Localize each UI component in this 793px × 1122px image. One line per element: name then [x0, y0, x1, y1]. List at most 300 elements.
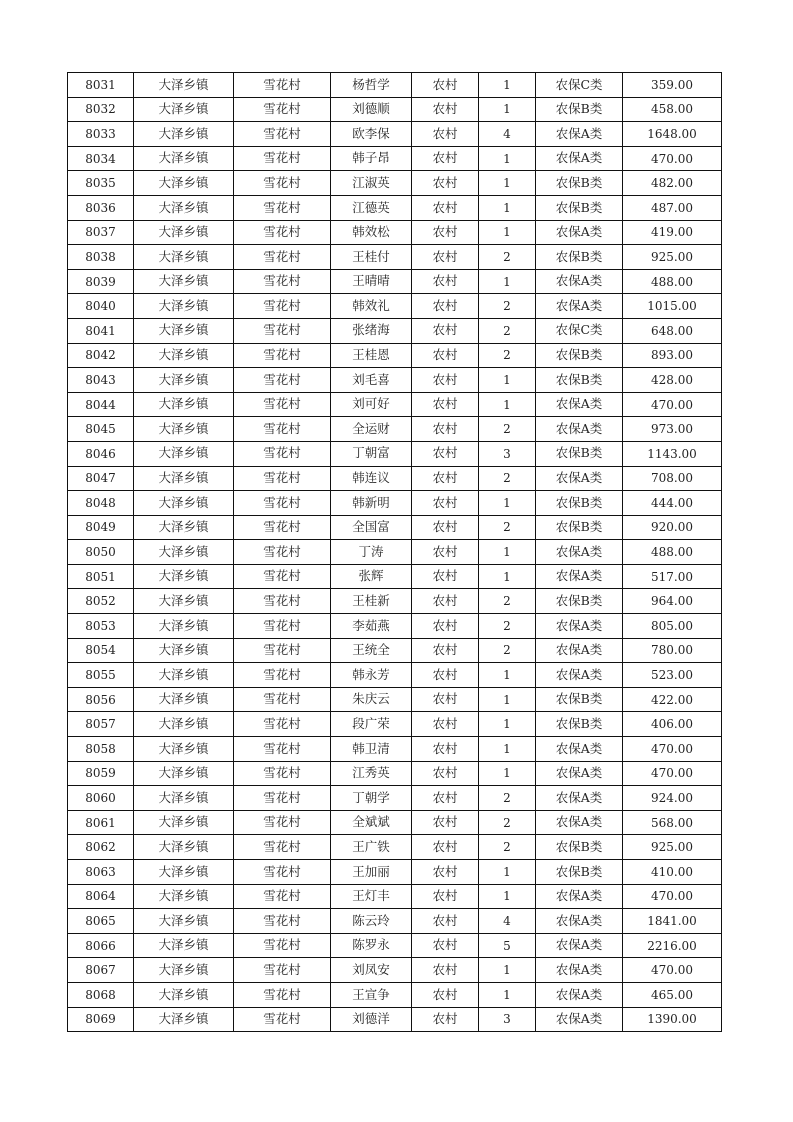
cell-family-size: 2 [479, 343, 536, 368]
cell-amount: 470.00 [623, 884, 722, 909]
cell-amount: 487.00 [623, 195, 722, 220]
cell-name: 朱庆云 [331, 687, 412, 712]
cell-household-type: 农村 [412, 958, 479, 983]
cell-name: 李茹燕 [331, 614, 412, 639]
cell-insurance-category: 农保B类 [536, 171, 623, 196]
cell-name: 刘可好 [331, 392, 412, 417]
cell-family-size: 1 [479, 663, 536, 688]
cell-village: 雪花村 [234, 663, 331, 688]
cell-family-size: 2 [479, 417, 536, 442]
cell-insurance-category: 农保B类 [536, 712, 623, 737]
table-row [68, 122, 722, 147]
cell-household-type: 农村 [412, 564, 479, 589]
cell-village: 雪花村 [234, 982, 331, 1007]
table-body [68, 73, 722, 1032]
cell-village: 雪花村 [234, 933, 331, 958]
cell-amount: 648.00 [623, 318, 722, 343]
cell-township: 大泽乡镇 [134, 392, 234, 417]
cell-name: 韩连议 [331, 466, 412, 491]
cell-village: 雪花村 [234, 269, 331, 294]
cell-row-id: 8035 [68, 171, 134, 196]
cell-name: 全运财 [331, 417, 412, 442]
cell-family-size: 2 [479, 589, 536, 614]
cell-family-size: 1 [479, 860, 536, 885]
cell-row-id: 8055 [68, 663, 134, 688]
cell-row-id: 8039 [68, 269, 134, 294]
cell-family-size: 1 [479, 269, 536, 294]
cell-name: 刘凤安 [331, 958, 412, 983]
cell-family-size: 1 [479, 392, 536, 417]
cell-township: 大泽乡镇 [134, 441, 234, 466]
cell-village: 雪花村 [234, 245, 331, 270]
cell-family-size: 1 [479, 761, 536, 786]
cell-row-id: 8056 [68, 687, 134, 712]
cell-amount: 419.00 [623, 220, 722, 245]
cell-amount: 523.00 [623, 663, 722, 688]
cell-insurance-category: 农保B类 [536, 515, 623, 540]
cell-insurance-category: 农保A类 [536, 909, 623, 934]
cell-insurance-category: 农保A类 [536, 614, 623, 639]
cell-village: 雪花村 [234, 540, 331, 565]
cell-township: 大泽乡镇 [134, 417, 234, 442]
cell-name: 刘毛喜 [331, 368, 412, 393]
cell-township: 大泽乡镇 [134, 663, 234, 688]
cell-row-id: 8068 [68, 982, 134, 1007]
cell-family-size: 2 [479, 810, 536, 835]
cell-township: 大泽乡镇 [134, 540, 234, 565]
cell-row-id: 8062 [68, 835, 134, 860]
cell-household-type: 农村 [412, 491, 479, 516]
table-row [68, 786, 722, 811]
cell-row-id: 8061 [68, 810, 134, 835]
cell-name: 陈云玲 [331, 909, 412, 934]
cell-name: 江秀英 [331, 761, 412, 786]
cell-household-type: 农村 [412, 171, 479, 196]
cell-village: 雪花村 [234, 564, 331, 589]
cell-amount: 470.00 [623, 392, 722, 417]
table-row [68, 884, 722, 909]
cell-insurance-category: 农保A类 [536, 540, 623, 565]
cell-amount: 470.00 [623, 146, 722, 171]
table-row [68, 638, 722, 663]
cell-insurance-category: 农保A类 [536, 294, 623, 319]
cell-household-type: 农村 [412, 638, 479, 663]
cell-amount: 488.00 [623, 540, 722, 565]
cell-amount: 568.00 [623, 810, 722, 835]
cell-row-id: 8051 [68, 564, 134, 589]
cell-township: 大泽乡镇 [134, 318, 234, 343]
cell-household-type: 农村 [412, 835, 479, 860]
cell-amount: 406.00 [623, 712, 722, 737]
cell-insurance-category: 农保B类 [536, 245, 623, 270]
cell-village: 雪花村 [234, 687, 331, 712]
cell-insurance-category: 农保B类 [536, 97, 623, 122]
cell-family-size: 1 [479, 982, 536, 1007]
cell-household-type: 农村 [412, 712, 479, 737]
cell-row-id: 8045 [68, 417, 134, 442]
cell-amount: 924.00 [623, 786, 722, 811]
table-row [68, 220, 722, 245]
cell-village: 雪花村 [234, 712, 331, 737]
table-row [68, 614, 722, 639]
cell-amount: 470.00 [623, 958, 722, 983]
cell-village: 雪花村 [234, 466, 331, 491]
cell-row-id: 8042 [68, 343, 134, 368]
cell-name: 全国富 [331, 515, 412, 540]
cell-village: 雪花村 [234, 786, 331, 811]
table-row [68, 491, 722, 516]
cell-household-type: 农村 [412, 761, 479, 786]
cell-village: 雪花村 [234, 368, 331, 393]
cell-village: 雪花村 [234, 97, 331, 122]
cell-row-id: 8038 [68, 245, 134, 270]
cell-amount: 780.00 [623, 638, 722, 663]
cell-name: 全斌斌 [331, 810, 412, 835]
cell-household-type: 农村 [412, 687, 479, 712]
cell-row-id: 8032 [68, 97, 134, 122]
cell-village: 雪花村 [234, 638, 331, 663]
cell-household-type: 农村 [412, 982, 479, 1007]
cell-township: 大泽乡镇 [134, 761, 234, 786]
cell-name: 张绪海 [331, 318, 412, 343]
cell-village: 雪花村 [234, 835, 331, 860]
cell-family-size: 1 [479, 368, 536, 393]
cell-insurance-category: 农保C类 [536, 73, 623, 98]
table-row [68, 712, 722, 737]
cell-row-id: 8058 [68, 737, 134, 762]
table-row [68, 663, 722, 688]
cell-name: 丁涛 [331, 540, 412, 565]
cell-household-type: 农村 [412, 860, 479, 885]
cell-name: 丁朝富 [331, 441, 412, 466]
cell-name: 刘德洋 [331, 1007, 412, 1032]
cell-amount: 458.00 [623, 97, 722, 122]
cell-insurance-category: 农保A类 [536, 466, 623, 491]
cell-name: 段广荣 [331, 712, 412, 737]
cell-village: 雪花村 [234, 614, 331, 639]
table-row [68, 515, 722, 540]
table-row [68, 97, 722, 122]
cell-township: 大泽乡镇 [134, 491, 234, 516]
cell-amount: 925.00 [623, 835, 722, 860]
cell-household-type: 农村 [412, 466, 479, 491]
cell-family-size: 1 [479, 491, 536, 516]
cell-insurance-category: 农保A类 [536, 1007, 623, 1032]
cell-household-type: 农村 [412, 245, 479, 270]
cell-township: 大泽乡镇 [134, 515, 234, 540]
cell-row-id: 8036 [68, 195, 134, 220]
cell-village: 雪花村 [234, 294, 331, 319]
cell-village: 雪花村 [234, 761, 331, 786]
cell-name: 王桂恩 [331, 343, 412, 368]
cell-family-size: 1 [479, 97, 536, 122]
cell-family-size: 2 [479, 294, 536, 319]
cell-insurance-category: 农保C类 [536, 318, 623, 343]
cell-amount: 428.00 [623, 368, 722, 393]
cell-household-type: 农村 [412, 368, 479, 393]
table-row [68, 417, 722, 442]
cell-township: 大泽乡镇 [134, 712, 234, 737]
table-row [68, 466, 722, 491]
cell-family-size: 1 [479, 564, 536, 589]
cell-household-type: 农村 [412, 269, 479, 294]
table-row [68, 294, 722, 319]
cell-household-type: 农村 [412, 417, 479, 442]
cell-insurance-category: 农保B类 [536, 835, 623, 860]
cell-household-type: 农村 [412, 810, 479, 835]
cell-household-type: 农村 [412, 933, 479, 958]
cell-amount: 708.00 [623, 466, 722, 491]
cell-name: 王加丽 [331, 860, 412, 885]
table-row [68, 195, 722, 220]
cell-household-type: 农村 [412, 786, 479, 811]
table-row [68, 368, 722, 393]
cell-row-id: 8034 [68, 146, 134, 171]
cell-name: 江德英 [331, 195, 412, 220]
cell-row-id: 8037 [68, 220, 134, 245]
cell-village: 雪花村 [234, 318, 331, 343]
table-row [68, 540, 722, 565]
cell-name: 王统全 [331, 638, 412, 663]
cell-village: 雪花村 [234, 343, 331, 368]
cell-family-size: 2 [479, 786, 536, 811]
benefit-table [67, 72, 722, 1032]
cell-name: 江淑英 [331, 171, 412, 196]
cell-name: 王晴晴 [331, 269, 412, 294]
cell-village: 雪花村 [234, 220, 331, 245]
cell-insurance-category: 农保A类 [536, 737, 623, 762]
cell-amount: 1390.00 [623, 1007, 722, 1032]
cell-family-size: 3 [479, 1007, 536, 1032]
cell-amount: 465.00 [623, 982, 722, 1007]
cell-row-id: 8060 [68, 786, 134, 811]
cell-family-size: 5 [479, 933, 536, 958]
cell-family-size: 1 [479, 220, 536, 245]
cell-family-size: 2 [479, 614, 536, 639]
cell-household-type: 农村 [412, 294, 479, 319]
cell-village: 雪花村 [234, 1007, 331, 1032]
cell-name: 欧李保 [331, 122, 412, 147]
cell-village: 雪花村 [234, 73, 331, 98]
cell-household-type: 农村 [412, 614, 479, 639]
cell-amount: 444.00 [623, 491, 722, 516]
table-row [68, 171, 722, 196]
cell-insurance-category: 农保A类 [536, 884, 623, 909]
table-row [68, 933, 722, 958]
cell-household-type: 农村 [412, 589, 479, 614]
cell-village: 雪花村 [234, 491, 331, 516]
table-row [68, 73, 722, 98]
cell-name: 韩效松 [331, 220, 412, 245]
cell-row-id: 8059 [68, 761, 134, 786]
cell-row-id: 8041 [68, 318, 134, 343]
cell-village: 雪花村 [234, 417, 331, 442]
cell-village: 雪花村 [234, 441, 331, 466]
cell-family-size: 4 [479, 122, 536, 147]
cell-insurance-category: 农保B类 [536, 195, 623, 220]
cell-insurance-category: 农保A类 [536, 122, 623, 147]
table-row [68, 687, 722, 712]
cell-township: 大泽乡镇 [134, 737, 234, 762]
cell-insurance-category: 农保A类 [536, 786, 623, 811]
table-row [68, 761, 722, 786]
cell-village: 雪花村 [234, 737, 331, 762]
cell-amount: 470.00 [623, 737, 722, 762]
cell-township: 大泽乡镇 [134, 810, 234, 835]
cell-household-type: 农村 [412, 441, 479, 466]
cell-township: 大泽乡镇 [134, 909, 234, 934]
table-row [68, 835, 722, 860]
cell-household-type: 农村 [412, 884, 479, 909]
cell-household-type: 农村 [412, 122, 479, 147]
table-row [68, 958, 722, 983]
cell-name: 韩子昂 [331, 146, 412, 171]
table-row [68, 392, 722, 417]
cell-insurance-category: 农保B类 [536, 441, 623, 466]
cell-township: 大泽乡镇 [134, 786, 234, 811]
cell-row-id: 8046 [68, 441, 134, 466]
cell-township: 大泽乡镇 [134, 614, 234, 639]
cell-row-id: 8067 [68, 958, 134, 983]
cell-amount: 1015.00 [623, 294, 722, 319]
cell-township: 大泽乡镇 [134, 122, 234, 147]
cell-name: 刘德顺 [331, 97, 412, 122]
cell-amount: 925.00 [623, 245, 722, 270]
cell-row-id: 8053 [68, 614, 134, 639]
cell-insurance-category: 农保A类 [536, 933, 623, 958]
cell-family-size: 2 [479, 245, 536, 270]
cell-township: 大泽乡镇 [134, 860, 234, 885]
cell-family-size: 1 [479, 958, 536, 983]
table-row [68, 810, 722, 835]
cell-township: 大泽乡镇 [134, 220, 234, 245]
cell-row-id: 8050 [68, 540, 134, 565]
cell-insurance-category: 农保B类 [536, 343, 623, 368]
cell-insurance-category: 农保A类 [536, 810, 623, 835]
cell-name: 韩新明 [331, 491, 412, 516]
cell-row-id: 8052 [68, 589, 134, 614]
cell-name: 王宣争 [331, 982, 412, 1007]
cell-amount: 1648.00 [623, 122, 722, 147]
cell-row-id: 8069 [68, 1007, 134, 1032]
cell-amount: 517.00 [623, 564, 722, 589]
cell-village: 雪花村 [234, 171, 331, 196]
cell-township: 大泽乡镇 [134, 368, 234, 393]
cell-row-id: 8031 [68, 73, 134, 98]
cell-amount: 1841.00 [623, 909, 722, 934]
table-row [68, 269, 722, 294]
table-row [68, 982, 722, 1007]
cell-household-type: 农村 [412, 663, 479, 688]
cell-row-id: 8049 [68, 515, 134, 540]
cell-household-type: 农村 [412, 392, 479, 417]
cell-insurance-category: 农保A类 [536, 564, 623, 589]
cell-name: 王桂付 [331, 245, 412, 270]
cell-family-size: 2 [479, 515, 536, 540]
cell-village: 雪花村 [234, 515, 331, 540]
cell-name: 王桂新 [331, 589, 412, 614]
cell-village: 雪花村 [234, 589, 331, 614]
table-row [68, 343, 722, 368]
cell-township: 大泽乡镇 [134, 933, 234, 958]
cell-row-id: 8054 [68, 638, 134, 663]
cell-township: 大泽乡镇 [134, 589, 234, 614]
cell-amount: 422.00 [623, 687, 722, 712]
cell-village: 雪花村 [234, 146, 331, 171]
cell-family-size: 1 [479, 73, 536, 98]
cell-township: 大泽乡镇 [134, 146, 234, 171]
cell-row-id: 8066 [68, 933, 134, 958]
cell-insurance-category: 农保B类 [536, 491, 623, 516]
cell-amount: 482.00 [623, 171, 722, 196]
cell-family-size: 4 [479, 909, 536, 934]
cell-township: 大泽乡镇 [134, 884, 234, 909]
cell-row-id: 8064 [68, 884, 134, 909]
table-row [68, 146, 722, 171]
cell-row-id: 8033 [68, 122, 134, 147]
cell-name: 韩卫清 [331, 737, 412, 762]
cell-township: 大泽乡镇 [134, 687, 234, 712]
cell-name: 丁朝学 [331, 786, 412, 811]
cell-township: 大泽乡镇 [134, 1007, 234, 1032]
cell-family-size: 2 [479, 638, 536, 663]
cell-household-type: 农村 [412, 1007, 479, 1032]
cell-insurance-category: 农保A类 [536, 146, 623, 171]
cell-township: 大泽乡镇 [134, 982, 234, 1007]
table-row [68, 589, 722, 614]
cell-township: 大泽乡镇 [134, 958, 234, 983]
table-row [68, 564, 722, 589]
cell-family-size: 1 [479, 171, 536, 196]
cell-name: 王广铁 [331, 835, 412, 860]
cell-township: 大泽乡镇 [134, 245, 234, 270]
cell-household-type: 农村 [412, 318, 479, 343]
cell-insurance-category: 农保A类 [536, 220, 623, 245]
cell-row-id: 8043 [68, 368, 134, 393]
table-row [68, 318, 722, 343]
cell-name: 杨哲学 [331, 73, 412, 98]
cell-insurance-category: 农保B类 [536, 860, 623, 885]
cell-township: 大泽乡镇 [134, 294, 234, 319]
cell-amount: 973.00 [623, 417, 722, 442]
cell-name: 韩永芳 [331, 663, 412, 688]
cell-township: 大泽乡镇 [134, 564, 234, 589]
cell-family-size: 1 [479, 737, 536, 762]
cell-row-id: 8065 [68, 909, 134, 934]
cell-township: 大泽乡镇 [134, 835, 234, 860]
cell-amount: 410.00 [623, 860, 722, 885]
table-row [68, 441, 722, 466]
cell-village: 雪花村 [234, 909, 331, 934]
cell-household-type: 农村 [412, 146, 479, 171]
cell-name: 陈罗永 [331, 933, 412, 958]
cell-insurance-category: 农保A类 [536, 982, 623, 1007]
cell-insurance-category: 农保A类 [536, 638, 623, 663]
cell-household-type: 农村 [412, 909, 479, 934]
table-row [68, 860, 722, 885]
cell-family-size: 3 [479, 441, 536, 466]
cell-township: 大泽乡镇 [134, 466, 234, 491]
cell-row-id: 8040 [68, 294, 134, 319]
cell-township: 大泽乡镇 [134, 73, 234, 98]
cell-insurance-category: 农保A类 [536, 663, 623, 688]
cell-village: 雪花村 [234, 195, 331, 220]
cell-family-size: 1 [479, 712, 536, 737]
table-row [68, 245, 722, 270]
cell-insurance-category: 农保B类 [536, 368, 623, 393]
cell-amount: 805.00 [623, 614, 722, 639]
cell-insurance-category: 农保A类 [536, 269, 623, 294]
